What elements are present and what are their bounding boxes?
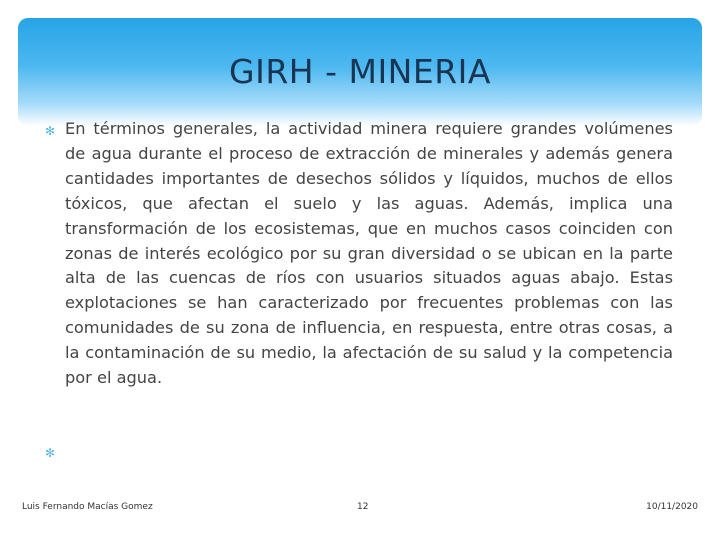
- bullet-text: En términos generales, la actividad minera requiere grandes volúmenes de agua durante el proceso de extracción de minerales y además genera cantidades importantes de desechos sólidos y líquidos, muchos de ellos tóxicos, que afectan el suelo y las aguas. Además, implica una transformación de los ecosistemas, que en muchos casos coinciden con zonas de interés ecológico por su gran diversidad o se ubican en la parte alta de las cuencas de ríos con usuarios situados aguas abajo. Estas explotaciones se han caracterizado por frecuentes problemas con las comunidades de su zona de influencia, en respuesta, entre otras cosas, a la contaminación de su medio, la afectación de su salud y la competencia por el agua.: [65, 119, 673, 388]
- slide-title: GIRH - MINERIA: [229, 52, 491, 91]
- footer-page-number: 12: [357, 502, 369, 512]
- bullet-marker-icon: ✻: [45, 124, 56, 138]
- bullet-marker-icon: ✻: [45, 446, 56, 460]
- footer-date: 10/11/2020: [646, 502, 698, 512]
- footer-author: Luis Fernando Macías Gomez: [22, 502, 153, 512]
